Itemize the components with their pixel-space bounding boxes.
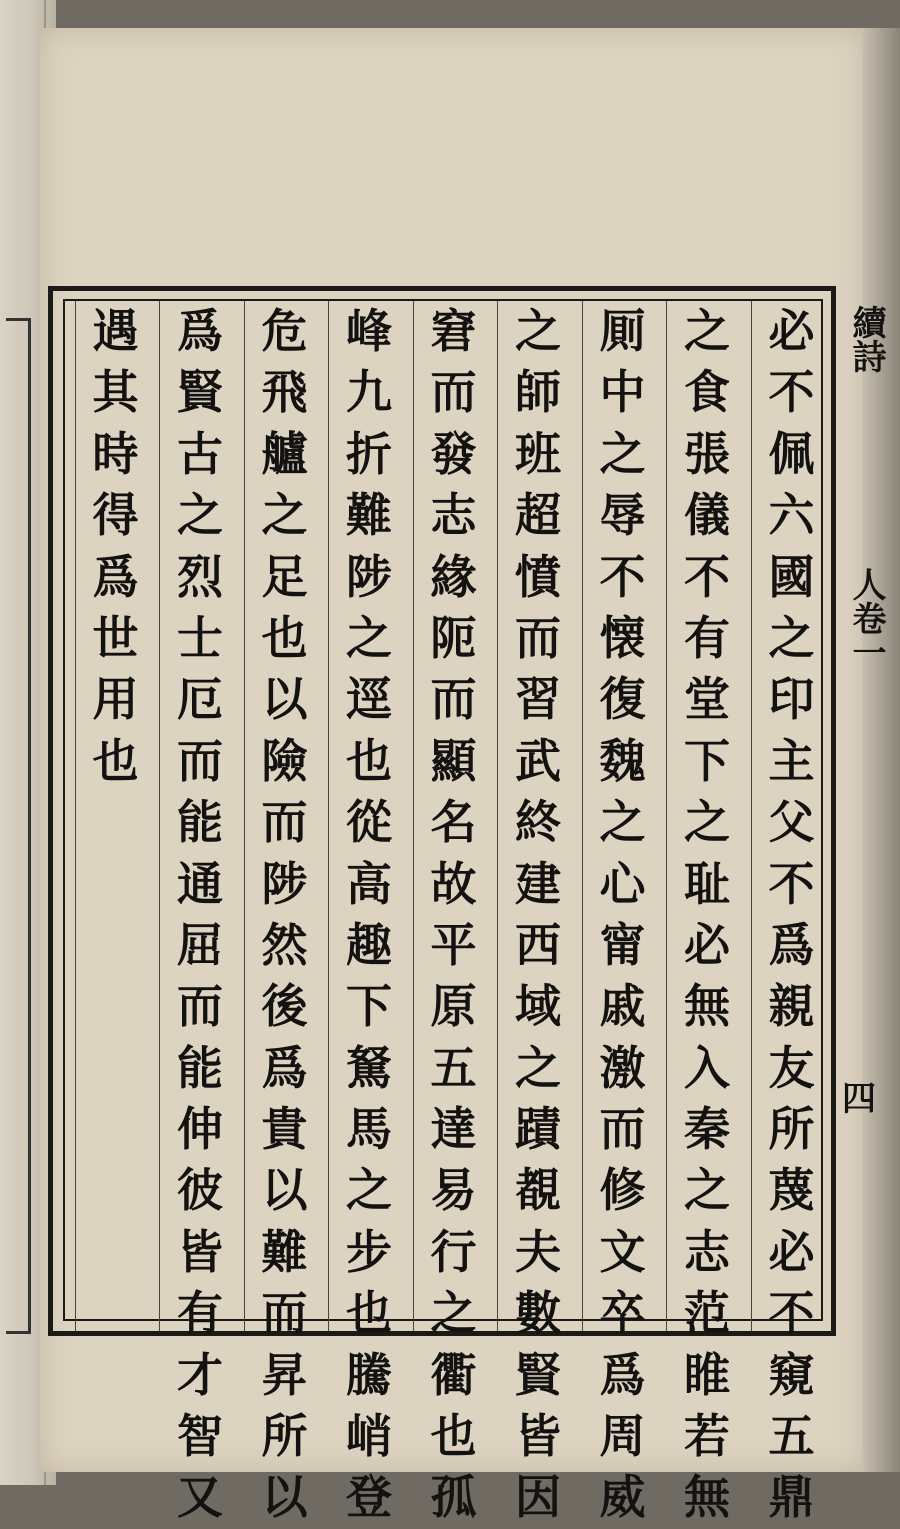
character: 憤 — [515, 549, 561, 604]
column-rule — [497, 301, 498, 1331]
column-rule — [244, 301, 245, 1331]
character: 必 — [684, 917, 730, 972]
character: 之 — [768, 610, 815, 665]
character: 之 — [684, 1163, 730, 1218]
character: 爲 — [92, 549, 139, 604]
previous-page-border — [6, 318, 31, 1334]
character: 古 — [177, 426, 223, 481]
character: 所 — [261, 1409, 308, 1464]
character: 蹟 — [515, 1102, 561, 1157]
character: 時 — [92, 426, 139, 481]
character: 修 — [599, 1163, 646, 1218]
text-column — [252, 301, 318, 1525]
character: 蔑 — [768, 1163, 815, 1218]
character: 彼 — [177, 1163, 223, 1218]
character: 激 — [599, 1040, 646, 1095]
character: 險 — [261, 733, 308, 788]
character: 所 — [768, 1102, 815, 1157]
character: 厠 — [599, 304, 646, 358]
character: 之 — [599, 426, 646, 481]
character: 又 — [177, 1470, 223, 1525]
banxin-page-number: 四 — [842, 1079, 876, 1119]
character: 而 — [261, 795, 308, 850]
character: 中 — [599, 365, 646, 420]
character: 父 — [768, 795, 815, 850]
character: 習 — [515, 672, 561, 727]
character: 張 — [684, 426, 730, 481]
character: 鼎 — [768, 1470, 815, 1525]
character: 世 — [92, 610, 139, 665]
character: 行 — [430, 1224, 477, 1279]
character: 志 — [684, 1224, 730, 1279]
character: 顯 — [430, 733, 477, 788]
column-rule — [159, 301, 160, 1331]
character: 五 — [430, 1040, 477, 1095]
banxin-margin — [840, 301, 884, 1331]
character: 然 — [261, 917, 308, 972]
character: 之 — [515, 304, 561, 358]
character: 夫 — [515, 1224, 561, 1279]
character: 發 — [430, 426, 477, 481]
character: 難 — [346, 488, 392, 543]
character: 九 — [346, 365, 392, 420]
character: 遇 — [92, 304, 139, 358]
character: 厄 — [177, 672, 223, 727]
character: 峰 — [346, 304, 392, 358]
character: 魏 — [599, 733, 646, 788]
character: 峭 — [346, 1409, 392, 1464]
character: 孤 — [430, 1470, 477, 1525]
character: 屈 — [177, 917, 223, 972]
character: 不 — [768, 365, 815, 420]
character: 而 — [261, 1286, 308, 1341]
character: 秦 — [684, 1102, 730, 1157]
character: 通 — [177, 856, 223, 911]
character: 昇 — [261, 1347, 308, 1402]
column-rule — [413, 301, 414, 1331]
character: 入 — [684, 1040, 730, 1095]
column-rule — [751, 301, 752, 1331]
character: 友 — [768, 1040, 815, 1095]
character: 得 — [92, 488, 139, 543]
character: 儀 — [684, 488, 730, 543]
character: 登 — [346, 1470, 392, 1525]
text-column — [421, 301, 487, 1525]
character: 威 — [599, 1470, 646, 1525]
character: 卒 — [599, 1286, 646, 1341]
character: 親 — [768, 979, 815, 1034]
character: 不 — [768, 856, 815, 911]
character: 後 — [261, 979, 308, 1034]
text-column — [336, 301, 402, 1525]
character: 辱 — [599, 488, 646, 543]
character: 之 — [261, 488, 308, 543]
character: 有 — [177, 1286, 223, 1341]
character: 原 — [430, 979, 477, 1034]
character: 甯 — [599, 917, 646, 972]
character: 趣 — [346, 917, 392, 972]
column-rule — [666, 301, 667, 1331]
banxin-title: 續詩 — [846, 305, 886, 373]
character: 西 — [515, 917, 561, 972]
character: 駑 — [346, 1040, 392, 1095]
character: 其 — [92, 365, 139, 420]
character: 志 — [430, 488, 477, 543]
column-rule — [582, 301, 583, 1331]
character: 國 — [768, 549, 815, 604]
banxin-volume: 人卷一 — [846, 567, 886, 669]
character: 智 — [177, 1409, 223, 1464]
character: 陟 — [346, 549, 392, 604]
character: 而 — [430, 365, 477, 420]
character: 六 — [768, 488, 815, 543]
character: 烈 — [177, 549, 223, 604]
character: 堂 — [684, 672, 730, 727]
character: 才 — [177, 1347, 223, 1402]
character: 折 — [346, 426, 392, 481]
character: 班 — [515, 426, 561, 481]
character: 賢 — [177, 365, 223, 420]
character: 以 — [261, 1163, 308, 1218]
character: 能 — [177, 795, 223, 850]
character: 爲 — [768, 917, 815, 972]
character: 衢 — [430, 1347, 477, 1402]
character: 窘 — [430, 304, 477, 358]
character: 危 — [261, 304, 308, 358]
text-column — [674, 301, 740, 1525]
character: 而 — [599, 1102, 646, 1157]
character: 之 — [346, 610, 392, 665]
character: 復 — [599, 672, 646, 727]
character: 耻 — [684, 856, 730, 911]
character: 爲 — [177, 304, 223, 358]
character: 因 — [515, 1470, 561, 1525]
character: 周 — [599, 1409, 646, 1464]
character: 印 — [768, 672, 815, 727]
character: 武 — [515, 733, 561, 788]
character: 皆 — [515, 1409, 561, 1464]
character: 足 — [261, 549, 308, 604]
character: 名 — [430, 795, 477, 850]
text-block — [63, 299, 886, 1525]
character: 范 — [684, 1286, 730, 1341]
character: 貴 — [261, 1102, 308, 1157]
text-column — [83, 301, 149, 1331]
character: 爲 — [599, 1347, 646, 1402]
character: 之 — [599, 795, 646, 850]
character: 無 — [684, 979, 730, 1034]
character: 士 — [177, 610, 223, 665]
character: 建 — [515, 856, 561, 911]
character: 必 — [768, 304, 815, 358]
character: 也 — [430, 1409, 477, 1464]
character: 之 — [684, 304, 730, 358]
character: 故 — [430, 856, 477, 911]
character: 之 — [515, 1040, 561, 1095]
character: 能 — [177, 1040, 223, 1095]
character: 主 — [768, 733, 815, 788]
text-column — [505, 301, 571, 1525]
character: 若 — [684, 1409, 730, 1464]
character: 下 — [346, 979, 392, 1034]
character: 不 — [684, 549, 730, 604]
character: 阨 — [430, 610, 477, 665]
character: 飛 — [261, 365, 308, 420]
character: 數 — [515, 1286, 561, 1341]
character: 文 — [599, 1224, 646, 1279]
character: 緣 — [430, 549, 477, 604]
character: 覩 — [515, 1163, 561, 1218]
character: 騰 — [346, 1347, 392, 1402]
character: 難 — [261, 1224, 308, 1279]
character: 而 — [177, 979, 223, 1034]
column-rule — [75, 301, 76, 1331]
character: 佩 — [768, 426, 815, 481]
character: 心 — [599, 856, 646, 911]
character: 賢 — [515, 1347, 561, 1402]
text-frame — [48, 286, 886, 1525]
character: 以 — [261, 1470, 308, 1525]
character: 之 — [684, 795, 730, 850]
character: 馬 — [346, 1102, 392, 1157]
character: 達 — [430, 1102, 477, 1157]
character: 超 — [515, 488, 561, 543]
character: 食 — [684, 365, 730, 420]
character: 懐 — [599, 610, 646, 665]
character: 也 — [346, 733, 392, 788]
character: 也 — [346, 1286, 392, 1341]
character: 不 — [599, 549, 646, 604]
character: 易 — [430, 1163, 477, 1218]
character: 從 — [346, 795, 392, 850]
character: 不 — [768, 1286, 815, 1341]
character: 終 — [515, 795, 561, 850]
character: 高 — [346, 856, 392, 911]
character: 也 — [261, 610, 308, 665]
character: 戚 — [599, 979, 646, 1034]
character: 以 — [261, 672, 308, 727]
character: 無 — [684, 1470, 730, 1525]
text-column — [590, 301, 656, 1525]
character: 睢 — [684, 1347, 730, 1402]
character: 之 — [430, 1286, 477, 1341]
character: 師 — [515, 365, 561, 420]
character: 之 — [177, 488, 223, 543]
character: 也 — [92, 733, 139, 788]
character: 有 — [684, 610, 730, 665]
character: 窺 — [768, 1347, 815, 1402]
character: 步 — [346, 1224, 392, 1279]
character: 艫 — [261, 426, 308, 481]
character: 伸 — [177, 1102, 223, 1157]
character: 域 — [515, 979, 561, 1034]
character: 爲 — [261, 1040, 308, 1095]
character: 用 — [92, 672, 139, 727]
character: 而 — [430, 672, 477, 727]
character: 而 — [177, 733, 223, 788]
character: 逕 — [346, 672, 392, 727]
character: 之 — [346, 1163, 392, 1218]
text-column — [759, 301, 825, 1525]
column-rule — [328, 301, 329, 1331]
character: 下 — [684, 733, 730, 788]
character: 必 — [768, 1224, 815, 1279]
character: 五 — [768, 1409, 815, 1464]
character: 而 — [515, 610, 561, 665]
character: 陟 — [261, 856, 308, 911]
character: 平 — [430, 917, 477, 972]
character: 皆 — [177, 1224, 223, 1279]
text-column — [167, 301, 233, 1525]
